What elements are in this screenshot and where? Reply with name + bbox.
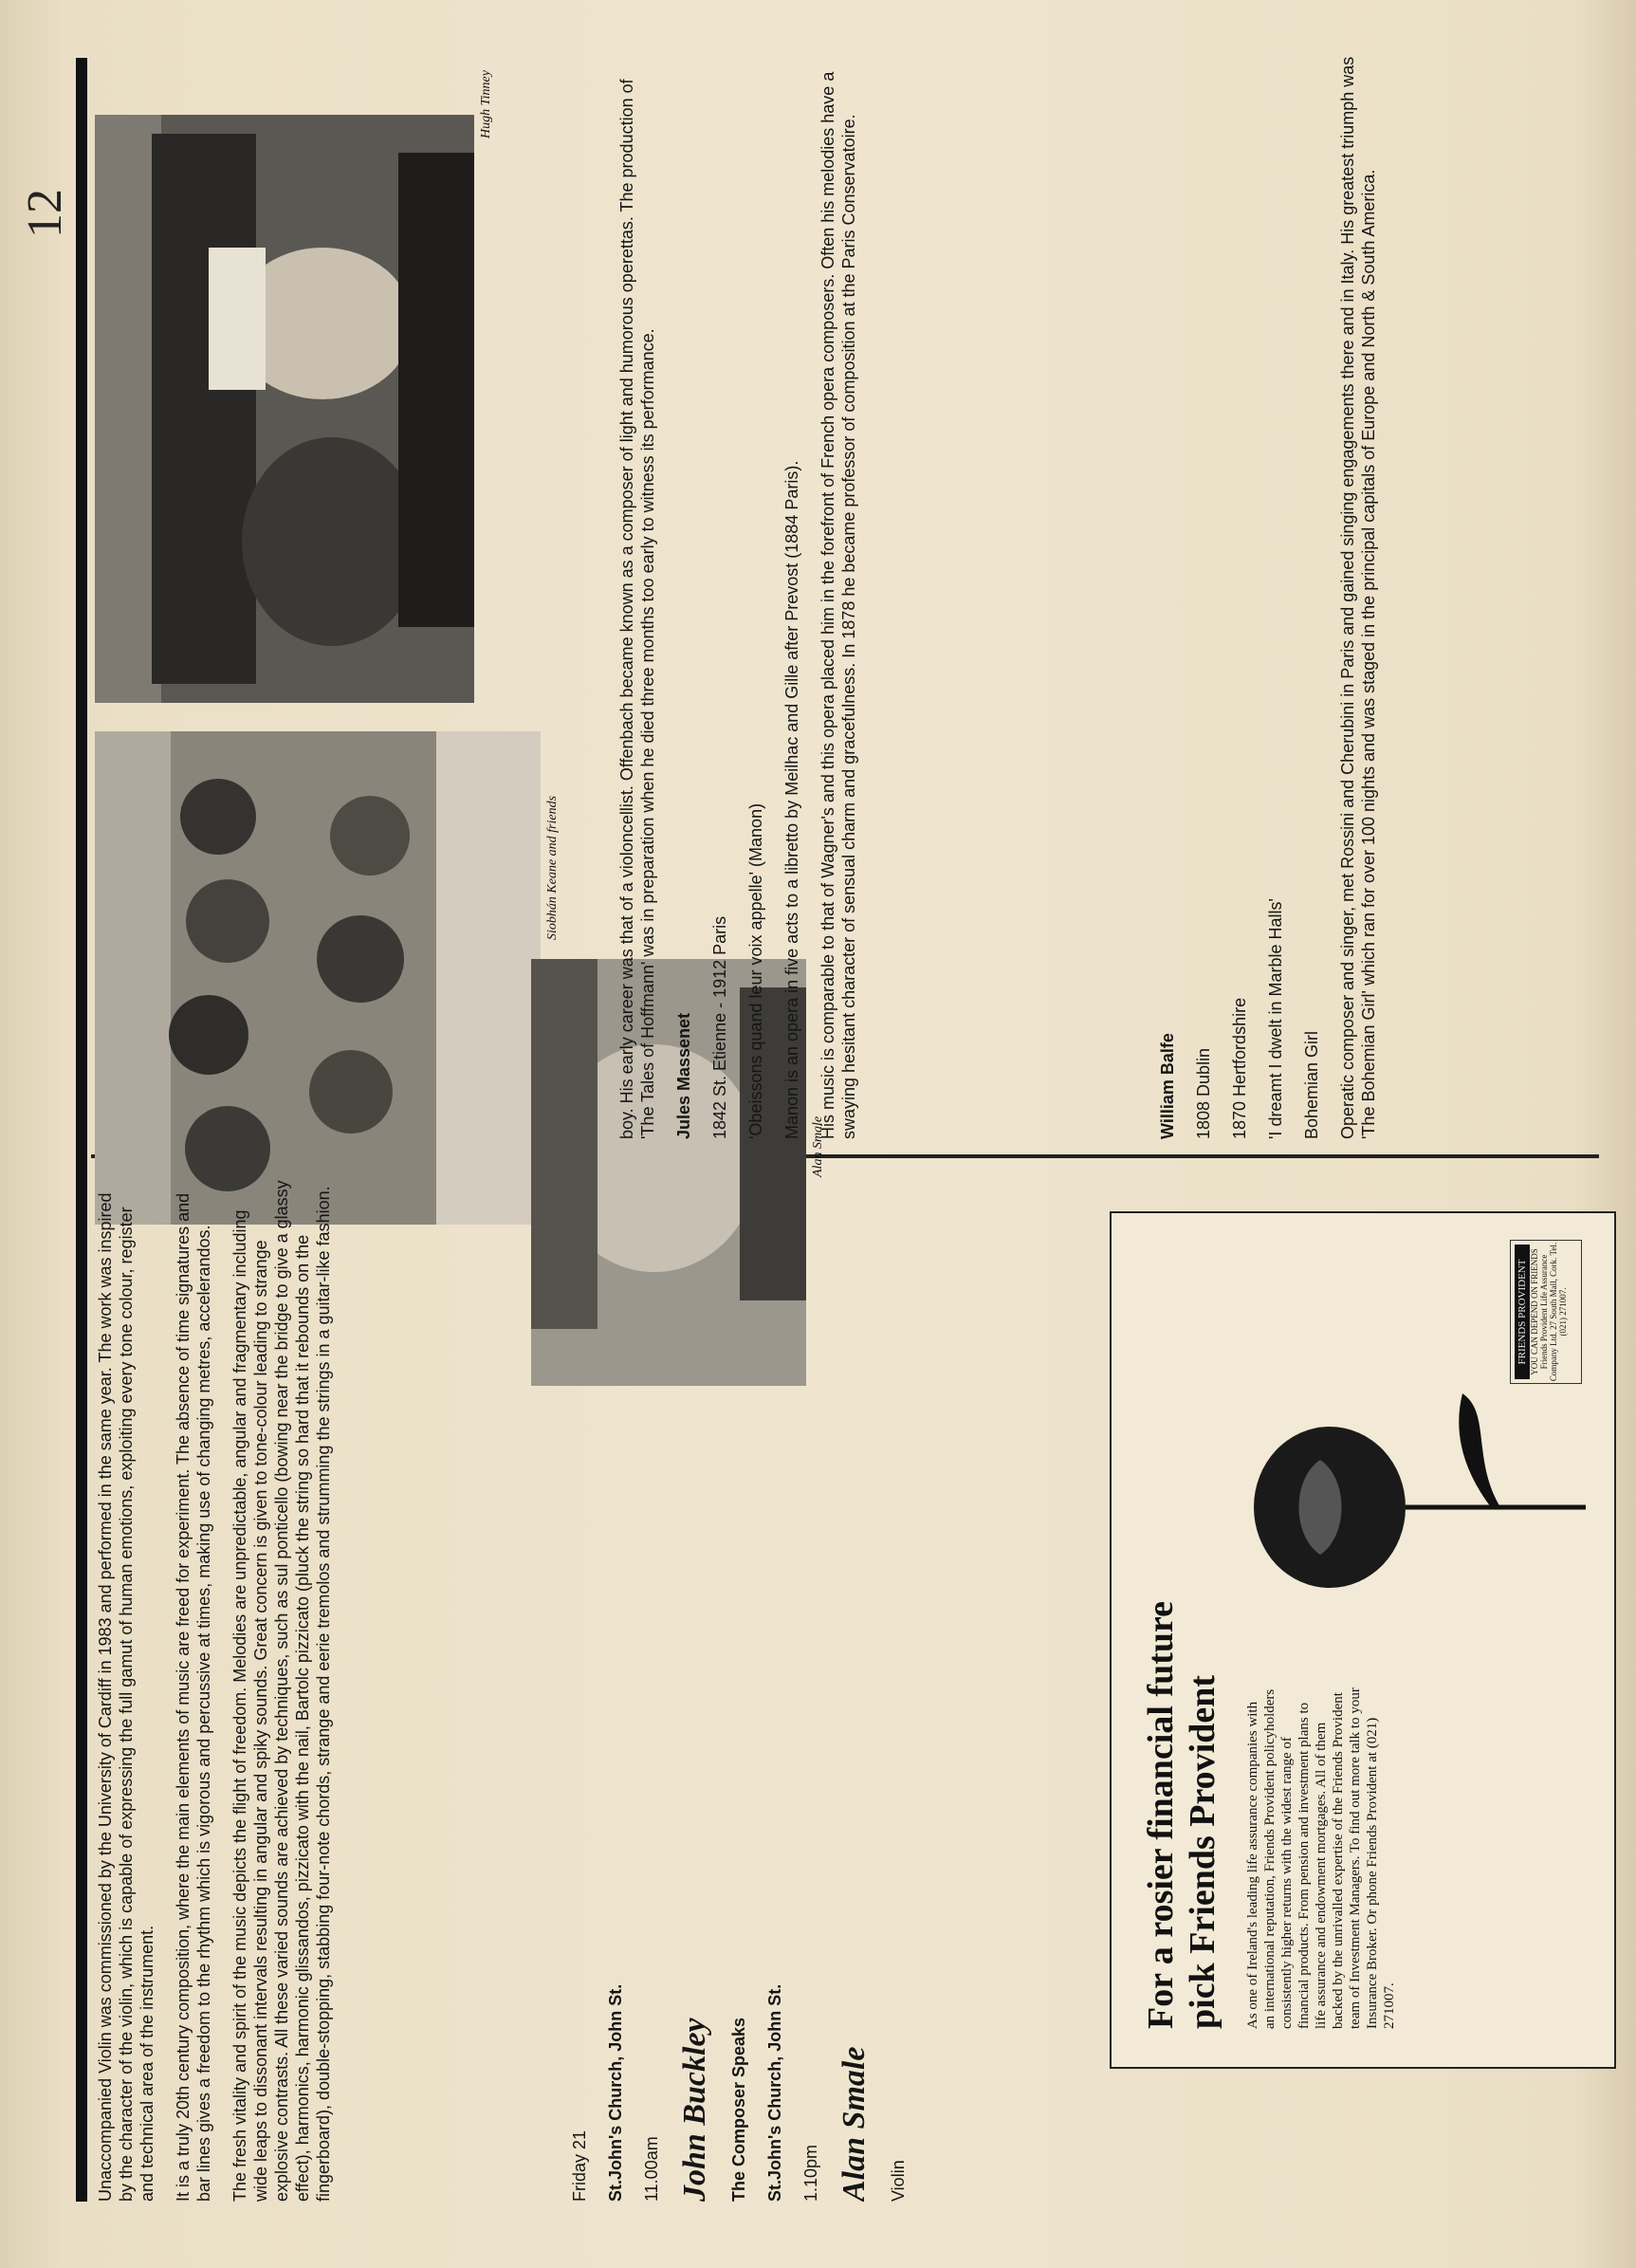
friends-provident-logo (1510, 1240, 1582, 1384)
buckley-name: John Buckley (677, 2018, 712, 2202)
offenbach-paragraph: boy. His early career was that of a violoncellist. Offenbach became known as a composer of light and humorous operettas. The production of 'The Tales of Hoffmann' was in preparation when he died three months too early to witness its performance. (617, 79, 657, 1139)
friday-time: 11.00am (642, 2136, 661, 2202)
ad-headline-line-2: pick Friends Provident (1183, 1675, 1222, 2029)
balfe-heading: William Balfe (1158, 1033, 1177, 1139)
friday-date: Friday 21 (570, 2130, 589, 2202)
massenet-paragraph: His music is comparable to that of Wagner's and this opera placed him in the forefront of French opera composers. Often his melodies have a swaying hesitant character of sensual charm and gracefulness. In 1878 he became professor of composition at the Paris Conservatoire. (818, 71, 858, 1139)
col-1c-text (569, 1177, 1100, 2202)
col-1-text (616, 48, 1148, 1139)
page-number: 12 (18, 189, 72, 238)
logo-tagline: YOU CAN DEPEND ON FRIENDS (1530, 1248, 1539, 1375)
photo-siobhan-keane (95, 731, 541, 1225)
smale-name: Alan Smale (836, 2046, 872, 2202)
siobhan-keane-image (95, 731, 541, 1225)
top-rule (76, 58, 87, 2202)
balfe-death: 1870 Hertfordshire (1230, 997, 1249, 1139)
logo-title: FRIENDS PROVIDENT (1515, 1245, 1530, 1379)
col-2-text (95, 1177, 560, 2202)
col-1b-text (1157, 48, 1603, 1139)
violin-label: Violin (889, 2160, 908, 2202)
friends-provident-ad (1110, 1211, 1616, 2069)
caption-siobhan-keane: Siobhán Keane and friends (545, 795, 560, 940)
massenet-heading: Jules Massenet (674, 1012, 693, 1139)
hugh-tinney-image (95, 115, 474, 703)
caption-hugh-tinney: Hugh Tinney (479, 70, 493, 138)
sonata-paragraph-2: It is a truly 20th century composition, where the main elements of music are freed for experiment. The absence of time signatures and bar lines gives a freedom to the rhythm which is vigorous and percussive at times, making use of changing metres, accelerandos. (174, 1192, 213, 2202)
manon-paragraph: Manon is an opera in five acts to a libretto by Meilhac and Gille after Prevost (1884 Paris). (782, 460, 801, 1139)
caption-alan-smale: Alan Smale (811, 1116, 825, 1177)
ad-headline-line-1: For a rosier financial future (1141, 1600, 1181, 2029)
photo-hugh-tinney (95, 115, 474, 703)
sonata-paragraph-1: Unaccompanied Violin was commissioned by the University of Cardiff in 1983 and performed in the same year. The work was inspired by the character of the violin, which is capable of expressing the full gamut of human emotions, exploiting every tone colour, register and technical area of the instrument. (96, 1192, 156, 2202)
balfe-paragraph: Operatic composer and singer, met Rossini and Cherubini in Paris and gained singing engagements there and in Italy. His greatest triumph was 'The Bohemian Girl' which ran for over 100 nights and was staged in the principal capitals of Europe and North & South America. (1338, 56, 1378, 1139)
massenet-dates: 1842 St. Etienne - 1912 Paris (710, 915, 729, 1139)
friday-venue: St.John's Church, John St. (606, 1983, 625, 2202)
balfe-work-2: Bohemian Girl (1302, 1030, 1321, 1139)
ad-headline (1140, 1601, 1223, 2029)
rose-icon (1235, 1365, 1595, 1650)
balfe-work-1: 'I dreamt I dwelt in Marble Halls' (1266, 898, 1285, 1139)
logo-address: Friends Provident Life Assurance Company Ltd. 27 South Mall, Cork. Tel. (021) 271007. (1539, 1242, 1568, 1382)
balfe-birth: 1808 Dublin (1194, 1047, 1213, 1139)
sonata-paragraph-3: The fresh vitality and spirit of the music depicts the flight of freedom. Melodies are unpredictable, angular and fragmentary including wide leaps to dissonant intervals resulting in angular and spiky sounds. Great concern is given to tone-colour leading to strange explosive contrasts. All these varied sounds are achieved by techniques, such as sul ponticello (bowing near the bridge to give a glassy effect), harmonics, harmonic glissandos, pizzicato with the nail, Bartolc pizzicato (pluck the string so hard that it rebounds on the fingerboard), double-stopping, stabbing four-note chords, strange and eerie tremolos and strumming the strings in a guitar-like fashion. (230, 1180, 333, 2202)
time-2: 1.10pm (801, 2144, 820, 2202)
composer-speaks: The Composer Speaks (729, 2017, 748, 2202)
massenet-work: 'Obeissons quand leur voix appelle' (Manon) (746, 802, 765, 1139)
venue-2: St.John's Church, John St. (765, 1983, 784, 2202)
ad-body-text: As one of Ireland's leading life assurance companies with an international reputation, Friends Provident policyholders consistently higher returns with the widest range of financial products. From pension and investment plans to life assurance and endowment mortgages. All of them backed by the unrivalled expertise of the Friends Provident team of Investment Managers. To find out more talk to your Insurance Broker. Or phone Friends Provident at (021) 271007. (1245, 1687, 1397, 2029)
